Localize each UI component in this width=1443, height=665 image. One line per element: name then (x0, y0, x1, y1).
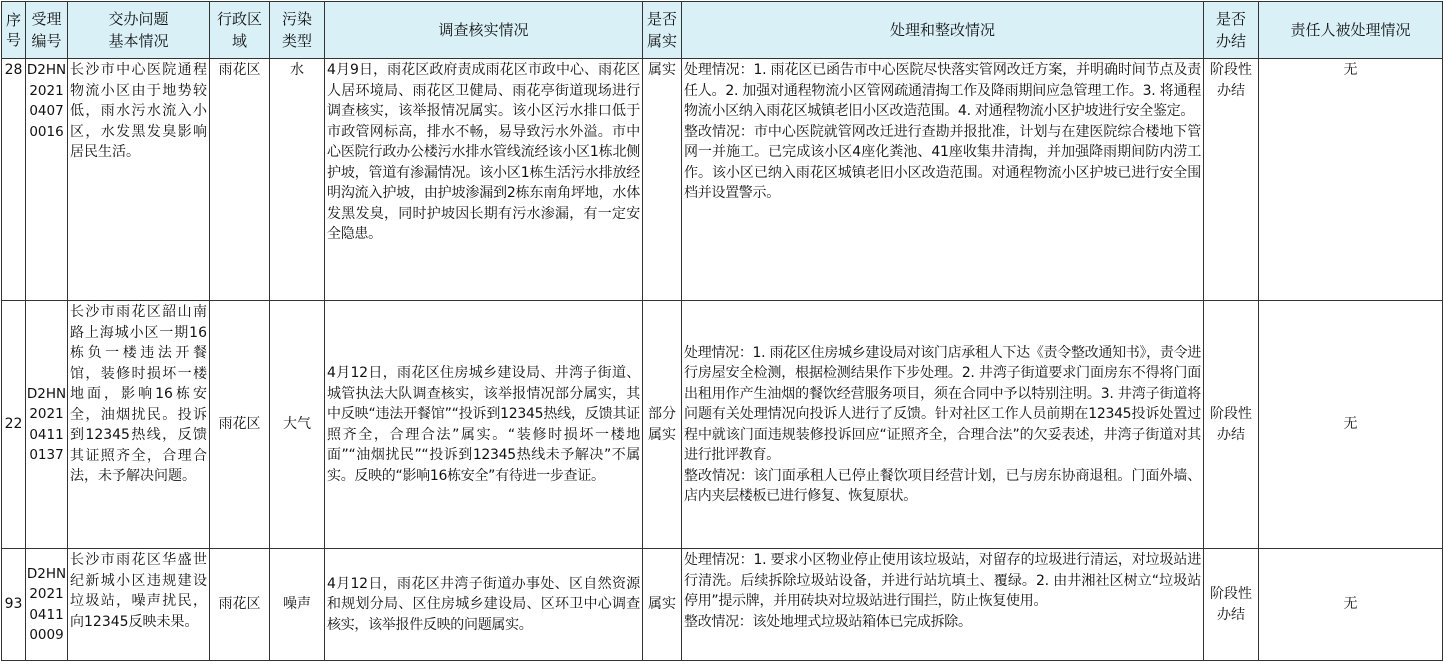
header-investigation: 调查核实情况 (325, 2, 643, 59)
cell-closed: 阶段性办结 (1204, 301, 1259, 549)
cell-seq: 22 (2, 301, 26, 549)
cell-closed: 阶段性办结 (1204, 59, 1259, 301)
cell-pollution: 噪声 (270, 549, 325, 661)
cell-handling: 处理情况：1. 雨花区已函告市中心医院尽快落实管网改迁方案，并明确时间节点及责任人。2. 加强对通程物流小区管网疏通清掏工作及降雨期间应急管理工作。3. 将通程物流小区纳入雨花区城镇老旧小区改造范围。4. 对通程物流小区护坡进行安全鉴定。 整改情况：市中心医院就管网改迁进行查勘并报批准，计划与在建医院综合楼地下管网一并施工。已完成该小区4座化粪池、41座收集井清掏，并加强降雨期间防内涝工作。该小区已纳入雨花区城镇老旧小区改造范围。对通程物流小区护坡已进行安全围档并设置警示。 (682, 59, 1204, 301)
cell-accountability: 无 (1259, 301, 1443, 549)
cell-accountability: 无 (1259, 59, 1443, 301)
header-row (2, 2, 1443, 59)
cell-accept-no: D2HN 2021 0411 0137 (26, 301, 68, 549)
cell-seq: 28 (2, 59, 26, 301)
cell-investigation: 4月12日，雨花区住房城乡建设局、井湾子街道、城管执法大队调查核实，该举报情况部分属实，其中反映“违法开餐馆”“投诉到12345热线，反馈其证照齐全，合理合法”属实。“装修时损坏一楼地面”“油烟扰民”“投诉到12345热线未予解决”不属实。反映的“影响16栋安全”有待进一步查证。 (325, 301, 643, 549)
cell-accept-no: D2HN 2021 0407 0016 (26, 59, 68, 301)
cell-region: 雨花区 (210, 59, 270, 301)
table-row (2, 549, 1443, 661)
cell-verified: 属实 (643, 59, 682, 301)
petition-table (1, 1, 1443, 661)
header-accountability: 责任人被处理情况 (1259, 2, 1443, 59)
cell-seq: 93 (2, 549, 26, 661)
header-issue: 交办问题基本情况 (68, 2, 210, 59)
cell-issue: 长沙市中心医院通程物流小区由于地势较低，雨水污水流入小区，水发黑发臭影响居民生活。 (68, 59, 210, 301)
table-row (2, 59, 1443, 301)
cell-investigation: 4月12日，雨花区井湾子街道办事处、区自然资源和规划分局、区住房城乡建设局、区环卫中心调查核实，该举报件反映的问题属实。 (325, 549, 643, 661)
cell-investigation: 4月9日，雨花区政府责成雨花区市政中心、雨花区人居环境局、雨花区卫健局、雨花亭街道现场进行调查核实，该举报情况属实。该小区污水排口低于市政管网标高，排水不畅，易导致污水外溢。市中心医院行政办公楼污水排水管线流经该小区1栋北侧护坡，管道有渗漏情况。该小区1栋生活污水排放经明沟流入护坡，由护坡渗漏到2栋东南角坪地，水体发黑发臭，同时护坡因长期有污水渗漏，有一定安全隐患。 (325, 59, 643, 301)
cell-region: 雨花区 (210, 549, 270, 661)
cell-closed: 阶段性办结 (1204, 549, 1259, 661)
cell-handling: 处理情况：1. 要求小区物业停止使用该垃圾站，对留存的垃圾进行清运，对垃圾站进行清洗。后续拆除垃圾站设备，并进行站坑填土、覆绿。2. 由井湘社区树立“垃圾站停用”提示牌，并用砖块对垃圾站进行围拦，防止恢复使用。 整改情况：该处地埋式垃圾站箱体已完成拆除。 (682, 549, 1204, 661)
header-region: 行政区域 (210, 2, 270, 59)
cell-accountability: 无 (1259, 549, 1443, 661)
cell-pollution: 水 (270, 59, 325, 301)
cell-verified: 属实 (643, 549, 682, 661)
header-pollution: 污染类型 (270, 2, 325, 59)
cell-issue: 长沙市雨花区韶山南路上海城小区一期16栋负一楼违法开餐馆，装修时损坏一楼地面，影响16栋安全，油烟扰民。投诉到12345热线，反馈其证照齐全，合理合法，未予解决问题。 (68, 301, 210, 549)
cell-pollution: 大气 (270, 301, 325, 549)
header-handling: 处理和整改情况 (682, 2, 1204, 59)
cell-issue: 长沙市雨花区华盛世纪新城小区违规建设垃圾站，噪声扰民，向12345反映未果。 (68, 549, 210, 661)
table-row (2, 301, 1443, 549)
header-accept-no: 受理编号 (26, 2, 68, 59)
header-verified: 是否属实 (643, 2, 682, 59)
cell-accept-no: D2HN 2021 0411 0009 (26, 549, 68, 661)
header-seq: 序号 (2, 2, 26, 59)
cell-region: 雨花区 (210, 301, 270, 549)
cell-verified: 部分属实 (643, 301, 682, 549)
header-closed: 是否办结 (1204, 2, 1259, 59)
cell-handling: 处理情况：1. 雨花区住房城乡建设局对该门店承租人下达《责令整改通知书》，责令进行房屋安全检测，根据检测结果作下步处理。2. 井湾子街道要求门面房东不得将门面出租用作产生油烟的餐饮经营服务项目，须在合同中予以特别注明。3. 井湾子街道将问题有关处理情况向投诉人进行了反馈。针对社区工作人员前期在12345投诉处置过程中就该门面违规装修投诉回应“证照齐全，合理合法”的欠妥表述，井湾子街道对其进行批评教育。 整改情况：该门面承租人已停止餐饮项目经营计划，已与房东协商退租。门面外墙、店内夹层楼板已进行修复、恢复原状。 (682, 301, 1204, 549)
